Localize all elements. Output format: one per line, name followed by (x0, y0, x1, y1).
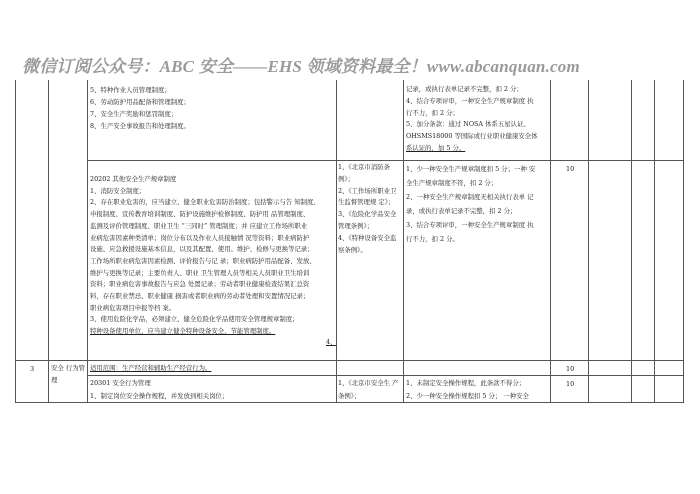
list-item: 2、《工作场所职业卫 生监督管理规 定》； (338, 186, 397, 207)
list-item: 3、使用危险化学品，必须建立、健全危险化学品使用安全管理规章制度； (90, 315, 299, 324)
list-item: 特种设备使用单位，应当建立健全特种设备安全、节能管理制度。 (90, 327, 276, 336)
list-item: 1、制定岗位安全操作规程，并发放到相关岗位； (90, 391, 229, 400)
list-item: 2、存在职业危害的，应当建立、健全职业危害防治制度；包括警示与告 知制度、 (90, 198, 320, 207)
row2-deduction (406, 162, 549, 246)
table-border (88, 375, 683, 376)
row4-content (90, 377, 335, 402)
row3-number: 3 (30, 365, 35, 373)
list-item: 5、加分条款：通过 NOSA 体系五星认证、 (406, 120, 530, 129)
list-item: 系认证的，加 5 分。 (406, 143, 466, 152)
list-item: 录，或执行表单记录不完整，扣 2 分； (406, 207, 517, 215)
list-item: 1、《北京市安全生 产条例》； (338, 379, 399, 400)
table-border (15, 360, 683, 361)
list-item: 1、消防安全制度； (90, 186, 146, 195)
list-item: 4、结合专项评审，一种安全生产规章制度 执 (406, 96, 534, 105)
list-item: 职业病危害项目申报等档 案。 (90, 303, 176, 312)
list-item: 行不力，扣 2 分。 (406, 235, 459, 243)
list-item: 记录，或执行表单记录不完整，扣 2 分； (406, 85, 523, 93)
row1-content (90, 84, 334, 132)
row1-deduction (406, 84, 549, 155)
table-border (15, 80, 16, 403)
list-item: 全生产规章制度不符，扣 2 分； (406, 179, 498, 187)
table-border (87, 80, 88, 403)
row2-basis (338, 162, 402, 256)
row2-content (90, 174, 335, 338)
row3-score: 10 (566, 365, 575, 373)
list-item: 7、安全生产奖励和惩罚制度； (90, 110, 178, 119)
category-label: 安全 行为管理 (51, 364, 85, 384)
list-item: 5、特种作业人员管理制度； (90, 86, 171, 94)
list-item: 2、一种安全生产规章制度无相关执行表单 记 (406, 193, 534, 201)
list-item: 资料；职业病危害事故报告与应急 处置记录；劳动者职业健康检查结果汇总资 (90, 280, 310, 289)
row4-score: 10 (566, 380, 575, 388)
list-item: 维护与更换等记录；主要负责人、职业 卫生管理人员等相关人员职业卫生培训 (90, 268, 310, 277)
table-border (683, 80, 684, 403)
list-item: 行不力，扣 2 分； (406, 108, 459, 117)
table-border (654, 80, 655, 403)
row4-deduction (406, 377, 549, 402)
list-item: 20202 其他安全生产规章制度 (90, 175, 177, 183)
scope-text: 适用范围：生产经营和辅助生产经营行为。 (90, 364, 212, 372)
table-border (336, 80, 337, 403)
list-item: 20301 安全行为管理 (90, 379, 151, 387)
list-item: 监测及评价管理制度、职业卫生 “三同时” 管理制度；并 应建立工作场所职业 (90, 221, 308, 230)
list-item: 8、生产安全事故报告和处理制度。 (90, 122, 190, 131)
row2-score: 10 (566, 165, 575, 173)
list-item: 业病危害因素种类清单；岗位分布以及作业人员接触情 况等资料；职业病防护 (90, 233, 310, 242)
list-item: 3、结合专项评审，一种安全生产规章制度 执 (406, 221, 534, 229)
list-item: OHSMS18000 等国际或行业职业健康安全体 (406, 132, 538, 141)
table-border (15, 402, 683, 403)
list-item: 工作场所职业病危害因素检测、评价报告与记 录；职业病防护用品配备、发放、 (90, 256, 316, 265)
row3-scope (90, 362, 335, 374)
table-border (550, 80, 551, 403)
table-border (631, 80, 632, 403)
list-item: 申报制度、宣传教育培训制度、防护设施维护检修制度、防护用 品管理制度、 (90, 210, 310, 219)
row3-category (51, 362, 87, 386)
list-item: 1、未制定安全操作规程，此条款不得分； (406, 379, 526, 387)
list-item: 设施、应急救援设施基本信息，以及其配置、使用、维护、检修与更换等记录； (90, 245, 314, 254)
list-item: 4、《特种设备安全监 察条例》。 (338, 233, 397, 254)
list-item: 料，存在职业禁忌、职业健康 损害或者职业病的劳动者处理和安置情况记录； (90, 292, 310, 301)
watermark: 微信订阅公众号：ABC 安全——EHS 领域资料最全！www.abcanquan.com (22, 57, 580, 76)
list-item: 1、《北京市消防条 例》； (338, 163, 390, 183)
list-item: 2、少一种安全操作规程扣 5 分； 一种安全 (406, 391, 529, 400)
list-item-number: 4、 (326, 338, 337, 346)
table-border (403, 80, 404, 403)
table-border (48, 80, 49, 403)
list-item: 6、劳动防护用品配备和管理制度； (90, 98, 190, 107)
row4-basis (338, 377, 402, 402)
row2-item4-number (326, 336, 338, 348)
table-border (88, 160, 683, 161)
list-item: 3、《危险化学品安全 管理条例》； (338, 210, 397, 230)
table-border (588, 80, 589, 403)
list-item: 1、少一种安全生产规章制度扣 5 分；一种 安 (406, 165, 536, 173)
